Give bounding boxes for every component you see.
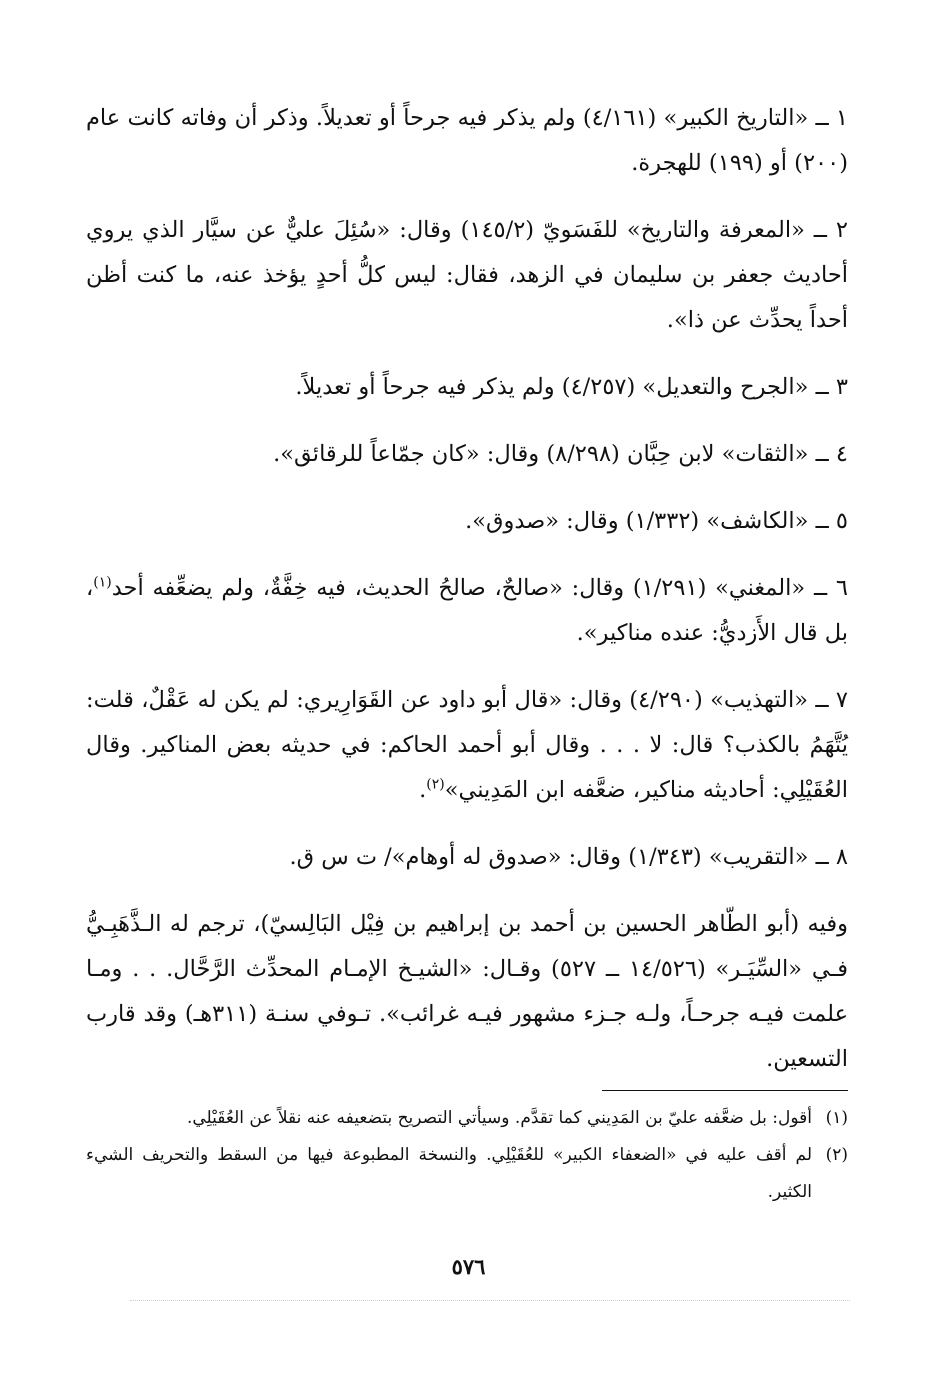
footnotes-section — [86, 1100, 848, 1211]
paragraph-6 — [86, 566, 848, 656]
paragraph-2: ٢ ــ «المعرفة والتاريخ» للفَسَويّ (١٤٥/٢) وقال: «سُئِلَ عليٌّ عن سيَّار الذي يروي أحاديث جعفر بن سليمان في الزهد، فقال: ليس كلُّ أحدٍ يؤخذ عنه، ما كنت أظن أحداً يحدِّث عن ذا». — [86, 217, 849, 333]
footnote-1 — [86, 1100, 848, 1137]
footnote-2 — [86, 1137, 848, 1211]
footnote-ref-1[interactable]: (١) — [93, 574, 112, 591]
footnote-text: لم أقف عليه في «الضعفاء الكبير» للعُقَيْلِي. والنسخة المطبوعة فيها من السقط والتحريف الشيء الكثير. — [86, 1145, 812, 1202]
page-number: ٥٧٦ — [451, 1254, 486, 1279]
paragraph-9: وفيه (أبو الطّاهر الحسين بن أحمد بن إبراهيم بن فِيْل البَالِسيّ)، ترجم له الـذَّهَبِـيُّ فـي «السِّيَـر» (١٤/٥٢٦ ــ ٥٢٧) وقـال: «الشيـخ الإمـام المحدِّث الرَّحَّال. . . ومـا علمت فيـه جرحـاً، ولـه جـزء مشهور فيـه غرائب». تـوفي سنـة (٣١١هـ) وقد قارب التسعين. — [86, 911, 848, 1072]
paragraph-7-text-start: ٧ ــ «التهذيب» (٤/٢٩٠) وقال: «قال أبو داود عن القَوَارِيري: لم يكن له عَقْلٌ، قلت: يُتَّهَمُ بالكذب؟ قال: لا . . . وقال أبو أحمد الحاكم: في حديثه بعض المناكير. وقال العُقَيْلِي: أحاديثه مناكير، ضعَّفه ابن المَدِيني» — [86, 687, 849, 803]
paragraph-1: ١ ــ «التاريخ الكبير» (٤/١٦١) ولم يذكر فيه جرحاً أو تعديلاً. وذكر أن وفاته كانت عام (٢٠٠) أو (١٩٩) للهجرة. — [86, 105, 849, 176]
footnote-ref-2[interactable]: (٢) — [426, 776, 445, 793]
paragraph-8: ٨ ــ «التقريب» (١/٣٤٣) وقال: «صدوق له أوهام»/ ت س ق. — [289, 844, 848, 870]
paragraph-7-text-end: . — [419, 777, 427, 803]
paragraph-3: ٣ ــ «الجرح والتعديل» (٤/٢٥٧) ولم يذكر فيه جرحاً أو تعديلاً. — [295, 374, 848, 400]
paragraph-6-text-start: ٦ ــ «المغني» (١/٢٩١) وقال: «صالحٌ، صالحُ الحديث، فيه خِفَّةٌ، ولم يضعِّفه أحد — [111, 575, 848, 601]
footnote-number: (١) — [825, 1108, 848, 1128]
paragraph-5: ٥ ــ «الكاشف» (١/٣٣٢) وقال: «صدوق». — [465, 508, 848, 534]
paragraph-7 — [86, 678, 848, 813]
scan-margin-divider — [130, 1300, 850, 1301]
footnote-number: (٢) — [825, 1145, 848, 1165]
paragraph-4: ٤ ــ «الثقات» لابن حِبَّان (٨/٢٩٨) وقال: «كان جمّاعاً للرقائق». — [273, 441, 848, 467]
footnote-text: أقول: بل ضعَّفه عليّ بن المَدِيني كما تقدَّم. وسيأتي التصريح بتضعيفه عنه نقلاً عن العُقَيْلِي. — [186, 1108, 812, 1128]
page-body — [86, 96, 848, 1082]
footnote-divider — [602, 1090, 848, 1091]
paragraph-6-text-end: ، بل قال الأَزديُّ: عنده مناكير». — [86, 575, 848, 646]
